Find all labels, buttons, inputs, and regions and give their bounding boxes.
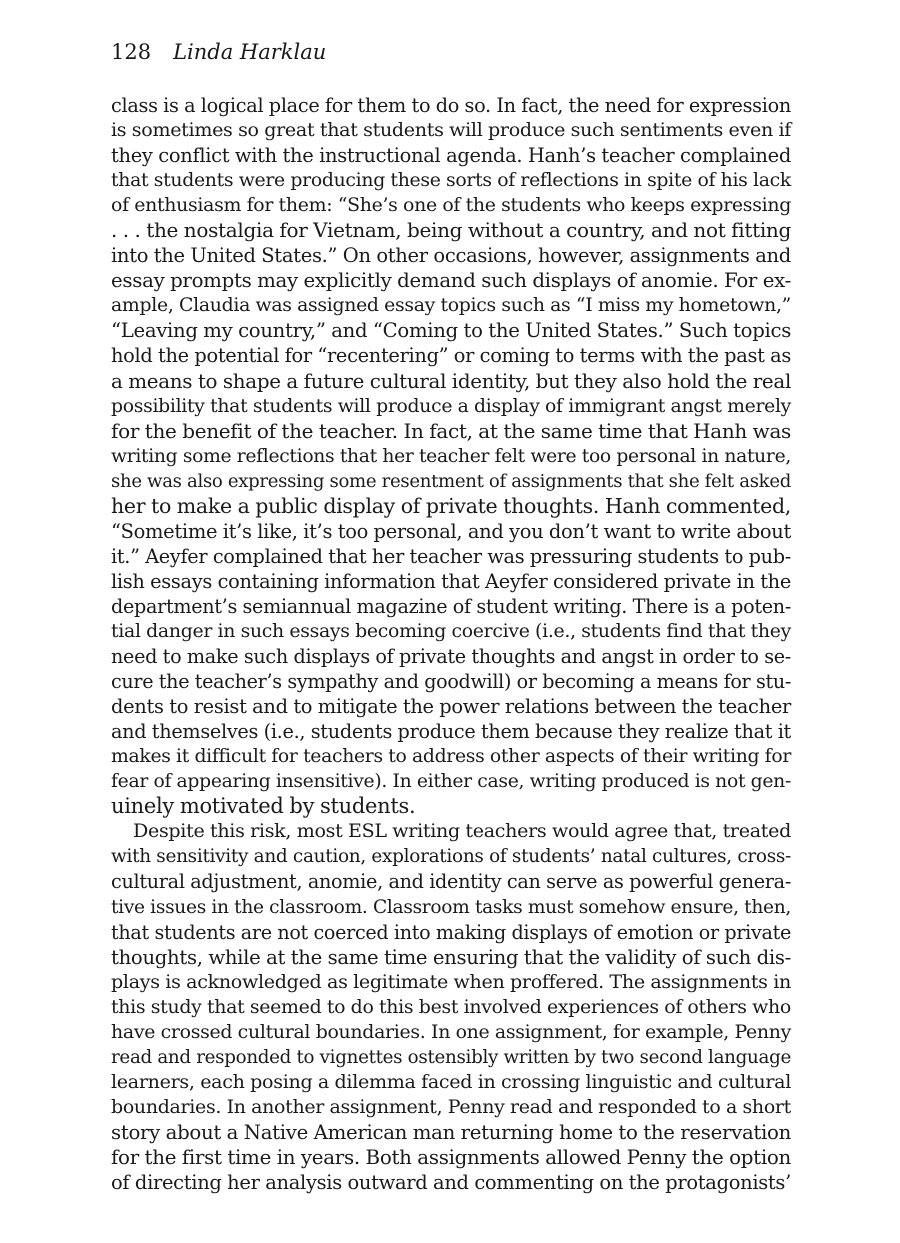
text-line: it.” Aeyfer complained that her teacher was pressuring students to pub-	[111, 544, 791, 568]
text-line: essay prompts may explicitly demand such displays of anomie. For ex-	[111, 269, 791, 293]
text-line: she was also expressing some resentment of assignments that she felt asked	[111, 470, 791, 492]
text-line: . . . the nostalgia for Vietnam, being without a country, and not fitting	[111, 218, 791, 243]
text-line: of enthusiasm for them: “She’s one of the students who keeps expressing	[111, 194, 791, 217]
text-line: her to make a public display of private thoughts. Hanh commented,	[111, 493, 791, 518]
paragraph-2	[111, 819, 791, 1195]
text-line: read and responded to vignettes ostensibly written by two second language	[111, 1046, 791, 1068]
paragraph-1	[111, 93, 791, 819]
text-line: “Sometime it’s like, it’s too personal, and you don’t want to write about	[111, 519, 791, 543]
text-line: department’s semiannual magazine of student writing. There is a poten-	[111, 594, 791, 618]
text-line: “Leaving my country,” and “Coming to the United States.” Such topics	[111, 319, 791, 343]
text-line: possibility that students will produce a display of immigrant angst merely	[111, 395, 791, 417]
text-line: they conflict with the instructional agenda. Hanh’s teacher complained	[111, 144, 791, 168]
text-line: into the United States.” On other occasions, however, assignments and	[111, 244, 791, 268]
text-line: is sometimes so great that students will produce such sentiments even if	[111, 119, 791, 142]
text-line: cure the teacher’s sympathy and goodwill) or becoming a means for stu-	[111, 670, 791, 694]
text-line: fear of appearing insensitive). In either case, writing produced is not gen-	[111, 771, 791, 793]
text-line: that students are not coerced into making displays of emotion or private	[111, 920, 791, 944]
text-line: and themselves (i.e., students produce them because they realize that it	[111, 720, 791, 744]
running-head	[111, 38, 326, 66]
text-line: learners, each posing a dilemma faced in crossing linguistic and cultural	[111, 1070, 791, 1093]
body-text	[111, 93, 791, 1195]
text-line: hold the potential for “recentering” or coming to terms with the past as	[111, 344, 791, 368]
text-line: for the first time in years. Both assignments allowed Penny the option	[111, 1145, 791, 1169]
text-line: uinely motivated by students.	[111, 794, 416, 819]
running-head-author: Linda Harklau	[173, 40, 327, 64]
text-line: writing some reflections that her teacher felt were too personal in nature,	[111, 445, 791, 467]
text-line: have crossed cultural boundaries. In one assignment, for example, Penny	[111, 1020, 791, 1043]
text-line: Despite this risk, most ESL writing teachers would agree that, treated	[133, 820, 791, 843]
text-line: boundaries. In another assignment, Penny read and responded to a short	[111, 1095, 791, 1118]
text-line: dents to resist and to mitigate the power relations between the teacher	[111, 695, 791, 719]
text-line: story about a Native American man returning home to the reservation	[111, 1120, 791, 1144]
text-line: a means to shape a future cultural identity, but they also hold the real	[111, 369, 791, 393]
text-line: with sensitivity and caution, explorations of students’ natal cultures, cross-	[111, 846, 791, 868]
text-line: class is a logical place for them to do so. In fact, the need for expression	[111, 94, 791, 117]
text-line: for the benefit of the teacher. In fact, at the same time that Hanh was	[111, 418, 791, 443]
text-line: cultural adjustment, anomie, and identity can serve as powerful genera-	[111, 870, 791, 894]
text-line: of directing her analysis outward and commenting on the protagonists’	[111, 1171, 791, 1195]
text-line: makes it difficult for teachers to address other aspects of their writing for	[111, 746, 791, 768]
text-line: need to make such displays of private thoughts and angst in order to se-	[111, 645, 791, 669]
page-number: 128	[111, 40, 152, 64]
text-line: tive issues in the classroom. Classroom tasks must somehow ensure, then,	[111, 896, 791, 918]
text-line: this study that seemed to do this best involved experiences of others who	[111, 995, 791, 1018]
text-line: that students were producing these sorts of reflections in spite of his lack	[111, 170, 791, 192]
text-line: tial danger in such essays becoming coercive (i.e., students find that they	[111, 619, 791, 642]
text-line: lish essays containing information that Aeyfer considered private in the	[111, 569, 791, 593]
text-line: thoughts, while at the same time ensuring that the validity of such dis-	[111, 945, 791, 969]
text-line: ample, Claudia was assigned essay topics such as “I miss my hometown,”	[111, 295, 791, 317]
text-line: plays is acknowledged as legitimate when proffered. The assignments in	[111, 970, 791, 993]
